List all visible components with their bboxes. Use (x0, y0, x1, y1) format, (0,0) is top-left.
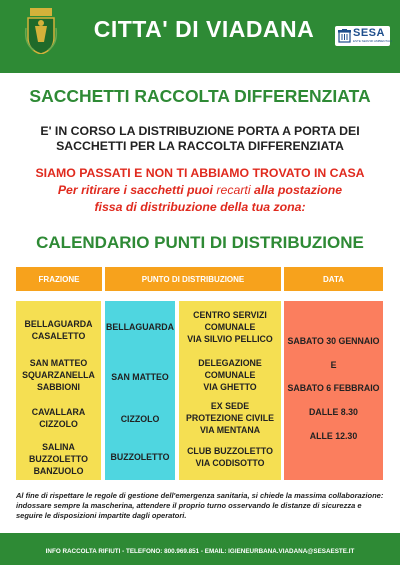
notice-line-3: fissa di distribuzione della tua zona: (94, 200, 306, 214)
date-line: SABATO 6 FEBBRAIO (287, 383, 380, 393)
frazione-name: BELLAGUARDA (24, 319, 93, 329)
frazione-name: CAVALLARA (31, 407, 86, 417)
frazione-name: SAN MATTEO (29, 358, 88, 368)
date-line: SABATO 30 GENNAIO (287, 336, 380, 346)
sesa-logo-icon (338, 29, 351, 43)
punto-line: VIA CODISOTTO (195, 458, 265, 468)
punto-line: DELEGAZIONE (198, 358, 262, 368)
frazione-name: CIZZOLO (39, 419, 78, 429)
sesa-logo (335, 26, 390, 46)
coat-of-arms-icon (24, 8, 58, 54)
localita-name: SAN MATTEO (111, 372, 169, 382)
footer-contact-info: INFO RACCOLTA RIFIUTI - TELEFONO: 800.969.851 - EMAIL: IGIENEURBANA.VIADANA@SESAESTE.IT (45, 548, 355, 555)
frazione-name: SABBIONI (36, 382, 80, 392)
header-bar (0, 0, 400, 72)
calendar-title: CALENDARIO PUNTI DI DISTRIBUZIONE (36, 233, 364, 252)
notice-line-2-a: Per ritirare i sacchetti puoi (57, 183, 217, 197)
localita-name: BUZZOLETTO (110, 452, 170, 462)
date-line: DALLE 8.30 (309, 407, 358, 417)
notice-line-2-c: alla postazione (250, 183, 343, 197)
column-header-data: DATA (284, 267, 383, 291)
sesa-logo-text: SESA (353, 27, 385, 39)
info-line-1: E' IN CORSO LA DISTRIBUZIONE PORTA A PORTA DEI (40, 124, 360, 138)
localita-name: BELLAGUARDA (106, 322, 174, 332)
column-header-punto: PUNTO DI DISTRIBUZIONE (105, 267, 281, 291)
punto-line: COMUNALE (204, 322, 256, 332)
punto-line: VIA MENTANA (199, 425, 261, 435)
punto-group-1 (179, 309, 281, 345)
punto-line: CENTRO SERVIZI (193, 310, 267, 320)
frazione-group-1 (16, 318, 101, 342)
frazione-name: CASALETTO (31, 331, 86, 341)
punto-line: VIA SILVIO PELLICO (187, 334, 273, 344)
notice-line-2-b: recarti (216, 183, 251, 197)
frazione-group-3 (16, 406, 101, 430)
column-header-frazione: FRAZIONE (16, 267, 102, 291)
punto-line: VIA GHETTO (203, 382, 257, 392)
frazione-name: BUZZOLETTO (29, 454, 88, 464)
frazione-name: SQUARZANELLA (22, 370, 95, 380)
info-line-2: SACCHETTI PER LA RACCOLTA DIFFERENZIATA (56, 139, 344, 153)
main-heading: SACCHETTI RACCOLTA DIFFERENZIATA (29, 86, 371, 106)
punto-group-3 (179, 400, 281, 436)
notice-line-1: SIAMO PASSATI E NON TI ABBIAMO TROVATO IN CASA (35, 166, 365, 180)
punto-line: CLUB BUZZOLETTO (187, 446, 273, 456)
punto-group-4 (179, 445, 281, 469)
date-line: ALLE 12.30 (309, 431, 358, 441)
frazione-name: SALINA (42, 442, 75, 452)
frazione-group-2 (16, 357, 101, 393)
data-column (284, 301, 383, 480)
punto-line: PROTEZIONE CIVILE (186, 413, 274, 423)
localita-name: CIZZOLO (120, 414, 160, 424)
date-line: E (330, 360, 337, 370)
frazione-column (16, 301, 101, 480)
localita-column (105, 301, 175, 480)
safety-note: Al fine di rispettare le regole di gestione dell'emergenza sanitaria, si chiede la massima collaborazione: indossare sempre la mascherina, attendere il proprio turno osservando le distanze di sicurezza e seguire le disposizioni impartite dagli operatori. (16, 491, 384, 520)
punto-group-2 (179, 357, 281, 393)
punto-line: EX SEDE (210, 401, 250, 411)
punto-column (179, 301, 281, 480)
frazione-group-4 (16, 441, 101, 477)
notice-line-2 (0, 183, 400, 197)
sesa-logo-subtext: ESTE SERVIZI AMBIENTALI (353, 39, 392, 43)
punto-line: COMUNALE (204, 370, 256, 380)
content-panel (0, 73, 400, 533)
frazione-name: BANZUOLO (33, 466, 84, 476)
page-title: CITTA' DI VIADANA (93, 16, 315, 42)
